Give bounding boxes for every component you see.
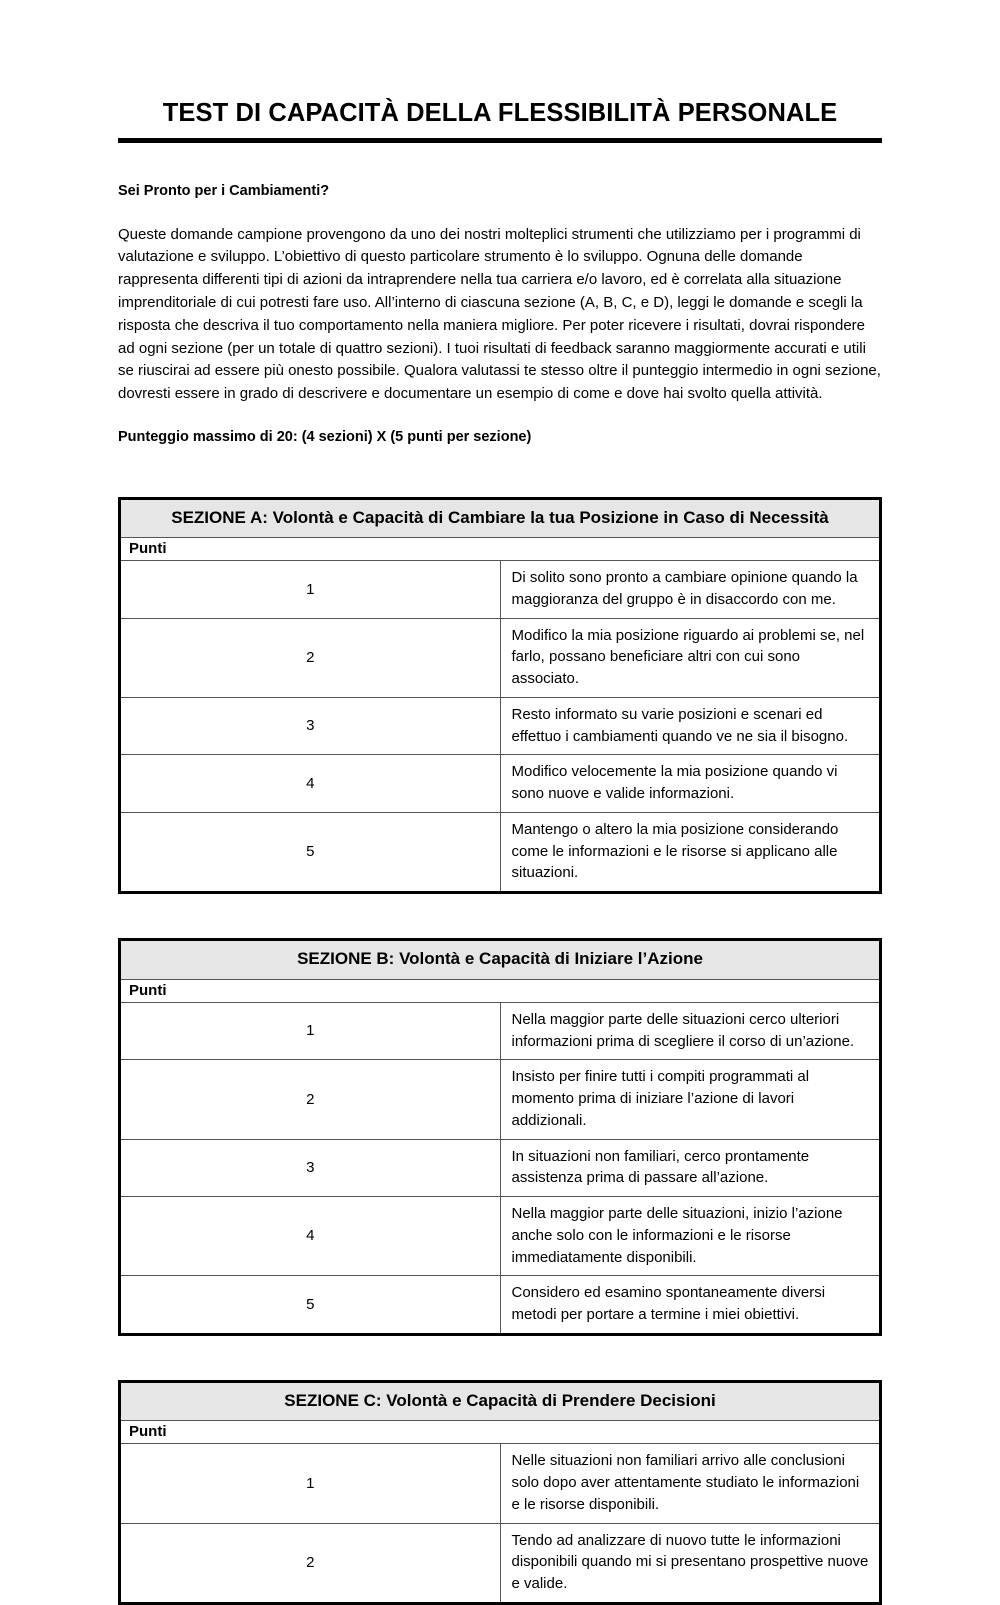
row-statement-text: Insisto per finire tutti i compiti programmati al momento prima di iniziare l’azione di lavori addizionali. <box>500 1060 881 1139</box>
section-table-b <box>118 938 882 1336</box>
row-points-value: 4 <box>120 755 501 813</box>
row-points-value: 3 <box>120 697 501 755</box>
row-points-value: 2 <box>120 1060 501 1139</box>
table-row <box>120 697 881 755</box>
row-statement-text: Resto informato su varie posizioni e scenari ed effettuo i cambiamenti quando ve ne sia il bisogno. <box>500 697 881 755</box>
table-row <box>120 1060 881 1139</box>
row-statement-text: Nella maggior parte delle situazioni, inizio l’azione anche solo con le informazioni e le risorse immediatamente disponibili. <box>500 1197 881 1276</box>
row-statement-text: Mantengo o altero la mia posizione considerando come le informazioni e le risorse si applicano alle situazioni. <box>500 812 881 892</box>
table-row <box>120 755 881 813</box>
row-statement-text: Tendo ad analizzare di nuovo tutte le informazioni disponibili quando mi si presentano prospettive nuove e valide. <box>500 1523 881 1603</box>
section-header-row <box>120 1381 881 1421</box>
row-points-value: 1 <box>120 1444 501 1523</box>
section-title: SEZIONE A: Volontà e Capacità di Cambiare la tua Posizione in Caso di Necessità <box>120 498 881 538</box>
row-statement-text: Modifico la mia posizione riguardo ai problemi se, nel farlo, possano beneficiare altri con cui sono associato. <box>500 618 881 697</box>
intro-heading: Sei Pronto per i Cambiamenti? <box>118 183 330 200</box>
row-points-value: 5 <box>120 812 501 892</box>
sections-container <box>118 497 882 1605</box>
section-title: SEZIONE C: Volontà e Capacità di Prendere Decisioni <box>120 1381 881 1421</box>
table-row <box>120 1276 881 1335</box>
section-header-row <box>120 940 881 980</box>
row-statement-text: Considero ed esamino spontaneamente diversi metodi per portare a termine i miei obiettivi. <box>500 1276 881 1335</box>
title-block <box>118 0 882 143</box>
row-points-value: 5 <box>120 1276 501 1335</box>
points-column-header-row <box>120 538 881 561</box>
row-points-value: 1 <box>120 561 501 619</box>
section-header-row <box>120 498 881 538</box>
row-points-value: 2 <box>120 1523 501 1603</box>
points-column-header-row <box>120 979 881 1002</box>
row-points-value: 4 <box>120 1197 501 1276</box>
row-points-value: 3 <box>120 1139 501 1197</box>
section-table-c <box>118 1380 882 1605</box>
points-column-label: Punti <box>120 979 881 1002</box>
points-column-label: Punti <box>120 1421 881 1444</box>
table-row <box>120 1523 881 1603</box>
row-statement-text: Modifico velocemente la mia posizione quando vi sono nuove e valide informazioni. <box>500 755 881 813</box>
row-statement-text: Di solito sono pronto a cambiare opinione quando la maggioranza del gruppo è in disaccordo con me. <box>511 569 858 608</box>
table-row <box>120 561 881 619</box>
table-row <box>120 1197 881 1276</box>
row-points-value: 1 <box>120 1002 501 1060</box>
table-row <box>120 1444 881 1523</box>
intro-section <box>118 143 882 448</box>
table-row <box>120 812 881 892</box>
points-column-header-row <box>120 1421 881 1444</box>
table-row <box>120 1139 881 1197</box>
intro-body-paragraph: Queste domande campione provengono da uno dei nostri molteplici strumenti che utilizziamo per i programmi di valutazione e sviluppo. L’obiettivo di questo particolare strumento è lo sviluppo. Ognuna delle domande rappresenta differenti tipi di azioni da intraprendere nella tua carriera e/o lavoro, ed è correlata alla situazione imprenditoriale di cui potresti fare uso. All’interno di ciascuna sezione (A, B, C, e D), leggi le domande e scegli la risposta che descriva il tuo comportamento nella maniera migliore. Per poter ricevere i risultati, dovrai rispondere ad ogni sezione (per un totale di quattro sezioni). I tuoi risultati di feedback saranno maggiormente accurati e utili se riuscirai ad essere più onesto possibile. Qualora valutassi te stesso oltre il punteggio intermedio in ogni sezione, dovresti essere in grado di descrivere e documentare un esempio di come e dove hai svolto quella attività. <box>118 225 881 403</box>
section-table-a <box>118 497 882 895</box>
table-row <box>120 1002 881 1060</box>
page-title: TEST DI CAPACITÀ DELLA FLESSIBILITÀ PERSONALE <box>162 99 838 127</box>
section-title: SEZIONE B: Volontà e Capacità di Iniziare l’Azione <box>120 940 881 980</box>
table-row <box>120 618 881 697</box>
row-points-value: 2 <box>120 618 501 697</box>
row-statement-text: In situazioni non familiari, cerco prontamente assistenza prima di passare all’azione. <box>500 1139 881 1197</box>
row-statement-text: Nelle situazioni non familiari arrivo alle conclusioni solo dopo aver attentamente studiato le informazioni e le risorse disponibili. <box>511 1452 860 1513</box>
row-statement-text: Nella maggior parte delle situazioni cerco ulteriori informazioni prima di scegliere il corso di un’azione. <box>511 1010 855 1050</box>
max-score-note: Punteggio massimo di 20: (4 sezioni) X (5 punti per sezione) <box>118 429 532 446</box>
points-column-label: Punti <box>120 538 881 561</box>
